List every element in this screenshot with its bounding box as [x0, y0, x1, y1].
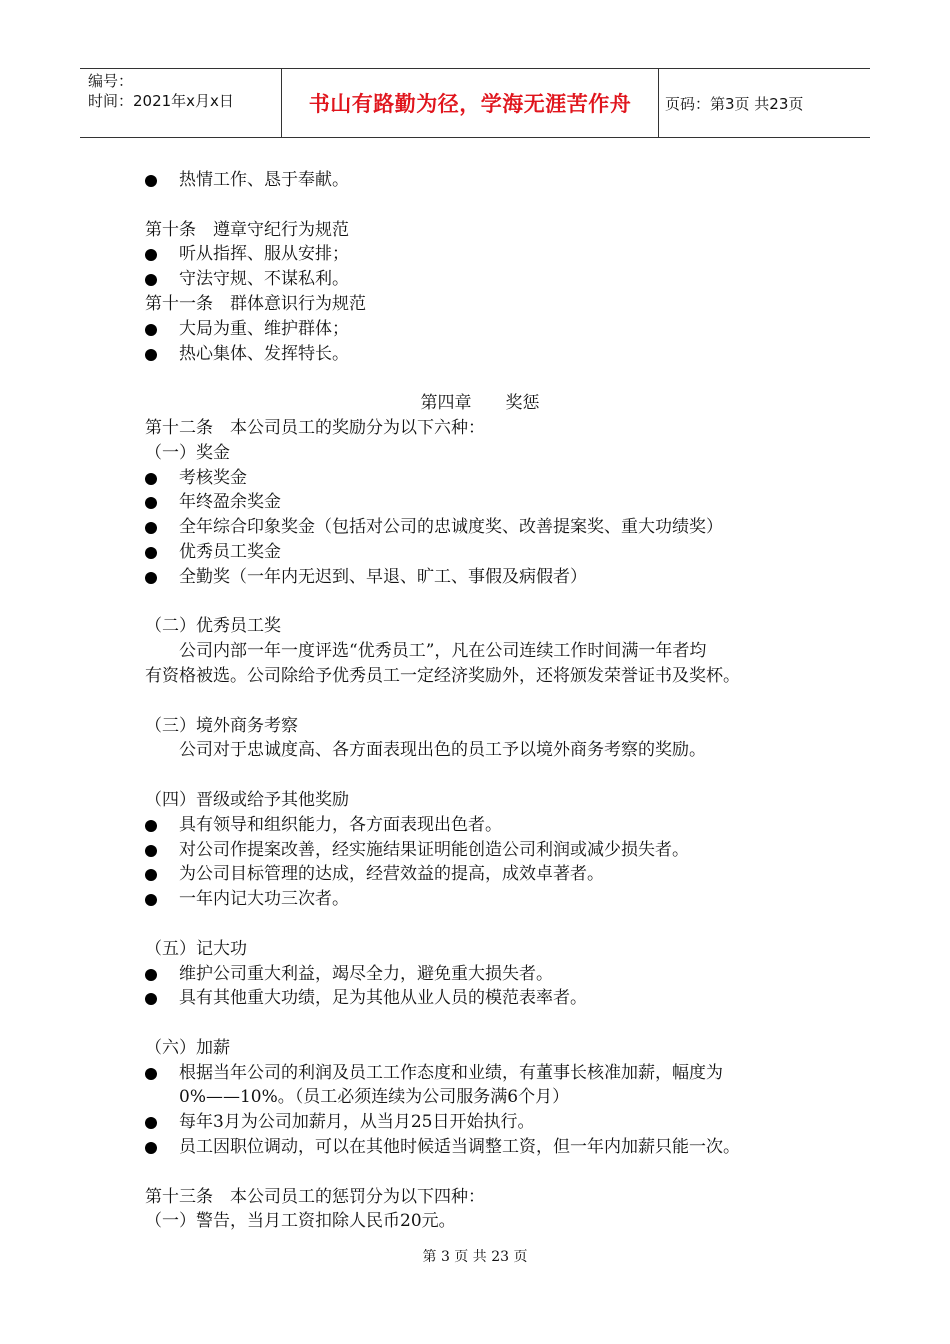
paragraph-line: 公司对于忠诚度高、各方面表现出色的员工予以境外商务考察的奖励。 [179, 740, 706, 761]
section-heading: （六）加薪 [145, 1037, 230, 1058]
page-footer: 第 3 页 共 23 页 [422, 1249, 528, 1265]
article-heading: 第十二条 本公司员工的奖励分为以下六种： [145, 417, 485, 438]
list-item: 为公司目标管理的达成，经营效益的提高，成效卓著者。 [145, 862, 815, 887]
article-heading: 第十三条 本公司员工的惩罚分为以下四种： [145, 1186, 485, 1207]
list-item: 员工因职位调动，可以在其他时候适当调整工资，但一年内加薪只能一次。 [145, 1135, 815, 1160]
list-item: 维护公司重大利益，竭尽全力，避免重大损失者。 [145, 962, 815, 987]
bullet-icon [145, 1142, 157, 1154]
bullet-icon [145, 547, 157, 559]
bullet-icon [145, 894, 157, 906]
list-item: 优秀员工奖金 [145, 540, 815, 565]
section-heading: （二）优秀员工奖 [145, 616, 281, 637]
paragraph-line: （一）警告，当月工资扣除人民币20元。 [145, 1211, 456, 1232]
page-header [80, 68, 870, 138]
document-body [145, 168, 815, 1234]
list-item: 年终盈余奖金 [145, 490, 815, 515]
article-heading: 第十条 遵章守纪行为规范 [145, 219, 349, 240]
list-item: 热情工作、恳于奉献。 [145, 168, 815, 193]
section-heading: （四）晋级或给予其他奖励 [145, 789, 349, 810]
chapter-title: 第四章 奖惩 [420, 393, 540, 414]
list-item: 大局为重、维护群体； [145, 317, 815, 342]
header-motto: 书山有路勤为径，学海无涯苦作舟 [282, 69, 659, 137]
bullet-icon [145, 349, 157, 361]
list-item: 全勤奖（一年内无迟到、早退、旷工、事假及病假者） [145, 565, 815, 590]
list-item: 对公司作提案改善，经实施结果证明能创造公司利润或减少损失者。 [145, 838, 815, 863]
section-heading: （一）奖金 [145, 442, 230, 463]
header-meta [80, 69, 282, 137]
bullet-icon [145, 969, 157, 981]
list-item: 具有领导和组织能力，各方面表现出色者。 [145, 813, 815, 838]
time-label: 时间：2021年x月x日 [88, 92, 234, 110]
article-heading: 第十一条 群体意识行为规范 [145, 293, 366, 314]
section-heading: （五）记大功 [145, 938, 247, 959]
list-item: 一年内记大功三次者。 [145, 887, 815, 912]
bullet-icon [145, 845, 157, 857]
list-item: 每年3月为公司加薪月，从当月25日开始执行。 [145, 1110, 815, 1135]
list-item: 具有其他重大功绩，足为其他从业人员的模范表率者。 [145, 986, 815, 1011]
bullet-icon [145, 175, 157, 187]
list-item: 全年综合印象奖金（包括对公司的忠诚度奖、改善提案奖、重大功绩奖） [145, 515, 815, 540]
header-page-info: 页码：第3页 共23页 [665, 94, 804, 113]
bullet-icon [145, 820, 157, 832]
bullet-icon [145, 572, 157, 584]
paragraph-line: 公司内部一年一度评选“优秀员工”，凡在公司连续工作时间满一年者均 [179, 641, 707, 662]
bullet-icon [145, 324, 157, 336]
bullet-icon [145, 1068, 157, 1080]
section-heading: （三）境外商务考察 [145, 715, 298, 736]
list-item: 听从指挥、服从安排； [145, 242, 815, 267]
bullet-icon [145, 473, 157, 485]
list-item: 根据当年公司的利润及员工工作态度和业绩，有董事长核准加薪，幅度为 [145, 1061, 815, 1086]
list-item: 考核奖金 [145, 466, 815, 491]
list-item: 守法守规、不谋私利。 [145, 267, 815, 292]
number-label: 编号： [88, 72, 134, 90]
paragraph-line: 有资格被选。公司除给予优秀员工一定经济奖励外，还将颁发荣誉证书及奖杯。 [145, 665, 740, 686]
list-item: 热心集体、发挥特长。 [145, 342, 815, 367]
list-item-continuation: 0%——10%。（员工必须连续为公司服务满6个月） [179, 1087, 570, 1108]
